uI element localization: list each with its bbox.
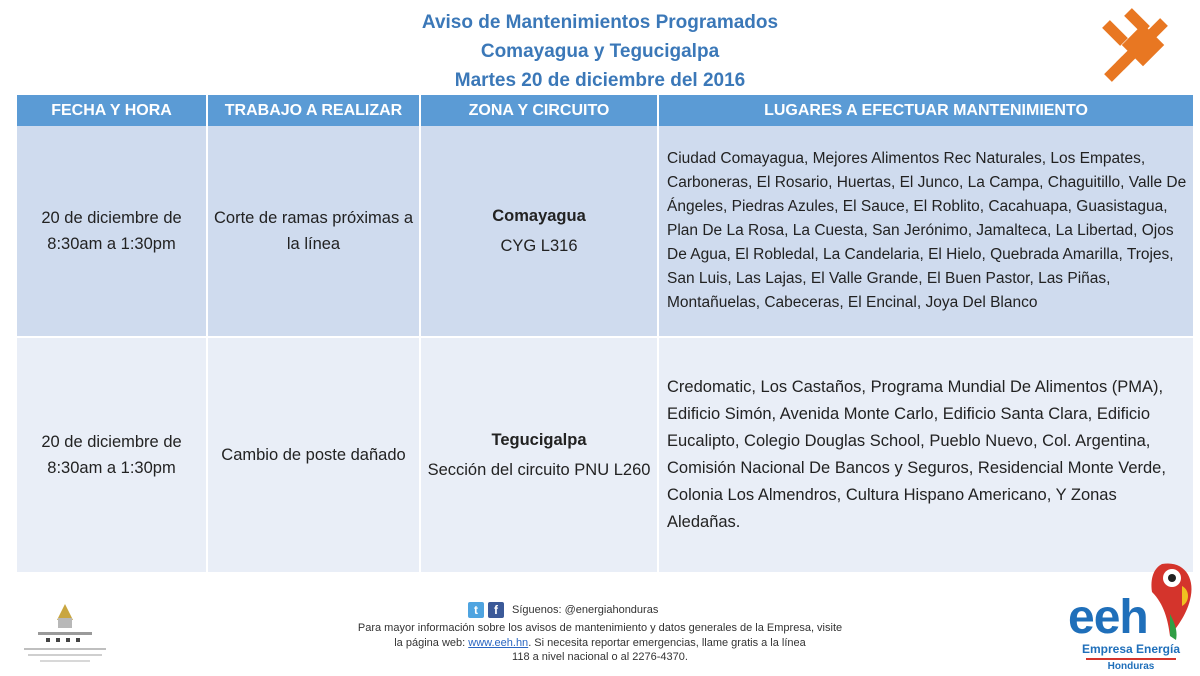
fecha-time: 8:30am a 1:30pm <box>47 459 176 477</box>
column-header-zona: ZONA Y CIRCUITO <box>420 95 658 126</box>
social-handle: Síguenos: @energiahonduras <box>512 604 659 616</box>
logo-company: Empresa Energía <box>1081 642 1181 656</box>
circuito-name: Sección del circuito PNU L260 <box>427 461 651 479</box>
table-header-row <box>17 95 1193 126</box>
fecha-date: 20 de diciembre de <box>41 433 182 451</box>
notice-header <box>0 8 1200 95</box>
plug-icon <box>1098 6 1178 86</box>
zona-name: Comayagua <box>492 207 586 225</box>
government-seal-icon <box>18 598 112 668</box>
column-header-lugares: LUGARES A EFECTUAR MANTENIMIENTO <box>658 95 1193 126</box>
trabajo-cell: Cambio de poste dañado <box>207 337 420 572</box>
footer-info-suffix: . Si necesita reportar emergencias, llame gratis a la línea <box>528 636 806 649</box>
fecha-date: 20 de diciembre de <box>41 209 182 227</box>
table-row <box>17 337 1193 572</box>
column-header-fecha: FECHA Y HORA <box>17 95 207 126</box>
notice-title: Aviso de Mantenimientos Programados <box>421 12 779 33</box>
social-bar <box>468 601 658 619</box>
lugares-cell: Credomatic, Los Castaños, Programa Mundial De Alimentos (PMA), Edificio Simón, Avenida Monte Carlo, Edificio Santa Clara, Edificio Eucalipto, Colegio Douglas School, Pueblo Nuevo, Col. Argentina, Comisión Nacional De Bancos y Seguros, Residencial Monte Verde, Colonia Los Almendros, Cultura Hispano Americano, Y Zonas Aledañas. <box>658 337 1193 572</box>
fecha-cell <box>17 126 207 337</box>
footer-info-line3: 118 a nivel nacional o al 2276-4370. <box>512 651 688 663</box>
zona-name: Tegucigalpa <box>491 431 587 449</box>
footer-info-line2 <box>280 636 920 651</box>
twitter-icon[interactable]: t <box>468 602 484 618</box>
notice-region: Comayagua y Tegucigalpa <box>480 41 720 62</box>
column-header-trabajo: TRABAJO A REALIZAR <box>207 95 420 126</box>
trabajo-cell: Corte de ramas próximas a la línea <box>207 126 420 337</box>
fecha-cell <box>17 337 207 572</box>
footer-info-prefix: la página web: <box>394 636 466 649</box>
logo-country: Honduras <box>1086 658 1176 672</box>
notice-date: Martes 20 de diciembre del 2016 <box>454 70 746 91</box>
footer-info-line1: Para mayor información sobre los avisos de mantenimiento y datos generales de la Empresa, visite <box>357 622 843 634</box>
facebook-icon[interactable]: f <box>488 602 504 618</box>
footer-info <box>280 621 920 665</box>
maintenance-table <box>17 95 1193 572</box>
fecha-time: 8:30am a 1:30pm <box>47 235 176 253</box>
zona-cell <box>420 337 658 572</box>
lugares-cell: Ciudad Comayagua, Mejores Alimentos Rec Naturales, Los Empates, Carboneras, El Rosario, Huertas, El Junco, La Campa, Chaguitillo, Valle De Ángeles, Piedras Azules, El Sauce, El Roblito, Cacahuapa, Guasistagua, Plan De La Rosa, La Cuesta, San Jerónimo, Jamalteca, La Libertad, Ojos De Agua, El Robledal, La Candelaria, El Hielo, Quebrada Amarilla, Trojes, San Luis, Las Lajas, El Valle Grande, El Buen Pastor, Las Piñas, Montañuelas, Cabeceras, El Encinal, Joya Del Blanco <box>658 126 1193 337</box>
table-row <box>17 126 1193 337</box>
circuito-name: CYG L316 <box>500 237 578 255</box>
zona-cell <box>420 126 658 337</box>
eeh-logo <box>1066 556 1196 672</box>
website-link[interactable]: www.eeh.hn <box>468 636 529 649</box>
logo-mark: eeh <box>1068 591 1148 644</box>
